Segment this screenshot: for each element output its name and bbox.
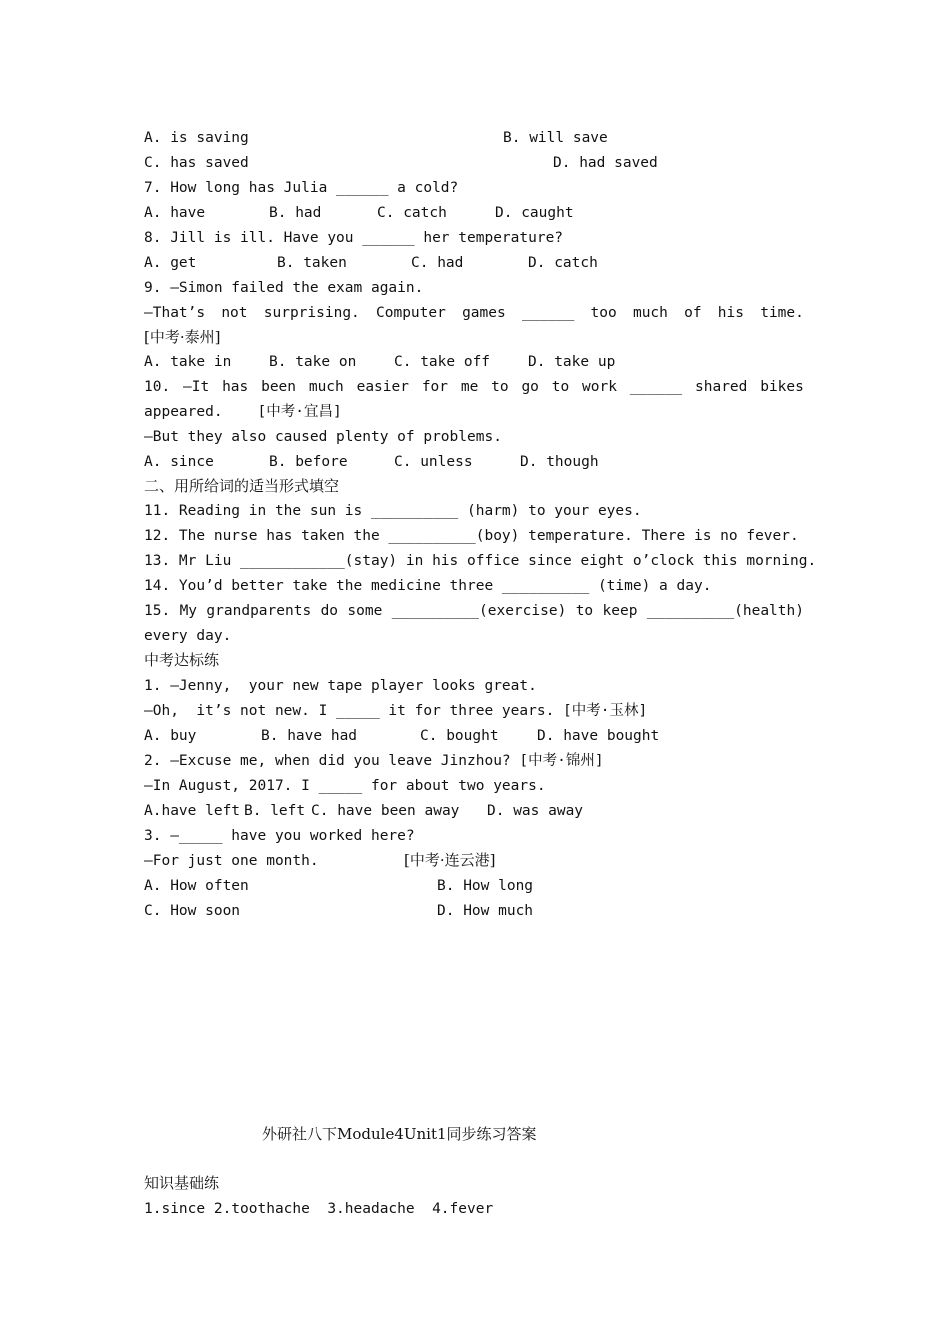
q9-source-tag: [中考·泰州]: [144, 328, 221, 346]
q9-option-d: D. take up: [528, 354, 616, 370]
word: some: [347, 603, 383, 619]
word: has: [222, 379, 249, 395]
answer-section-title: 知识基础练: [144, 1174, 220, 1192]
answer-key-title: 外研社八下Module4Unit1同步练习答案: [262, 1125, 537, 1143]
word: bikes: [760, 379, 804, 395]
q6-option-d: D. had saved: [553, 155, 658, 171]
word: surprising.: [263, 305, 360, 321]
word: much: [308, 379, 344, 395]
z1-option-b: B. have had: [261, 728, 358, 744]
exam-question-2-response: —In August, 2017. I _____ for about two years.: [144, 778, 546, 794]
word: Computer: [376, 305, 446, 321]
q7-option-c: C. catch: [377, 205, 447, 221]
section-2-title: 二、用所给词的适当形式填空: [144, 477, 340, 495]
exam-question-3-response: —For just one month.: [144, 853, 319, 869]
exam-question-3: 3. —_____ have you worked here?: [144, 828, 415, 844]
q9-option-a: A. take in: [144, 354, 232, 370]
question-11: 11. Reading in the sun is __________ (harm) to your eyes.: [144, 503, 642, 519]
word: me: [460, 379, 479, 395]
answer-line-1: 1.since 2.toothache 3.headache 4.fever: [144, 1201, 494, 1217]
question-15-cont: every day.: [144, 628, 232, 644]
answer-blank: __________(exercise): [391, 603, 567, 619]
z2-option-b: B. left: [244, 803, 306, 819]
word: grandparents: [206, 603, 312, 619]
q10-option-c: C. unless: [394, 454, 473, 470]
word: to: [551, 379, 570, 395]
answer-blank: ______: [629, 379, 683, 395]
q9-option-b: B. take on: [269, 354, 357, 370]
q8-option-b: B. taken: [277, 255, 347, 271]
exam-question-2: 2. —Excuse me, when did you leave Jinzhou? [中考·锦州]: [144, 753, 604, 769]
q7-option-b: B. had: [269, 205, 322, 221]
section-3-title: 中考达标练: [144, 651, 220, 669]
word: to: [575, 603, 594, 619]
word: —That’s: [144, 305, 206, 321]
word: —It: [183, 379, 210, 395]
q6-option-c: C. has saved: [144, 155, 249, 171]
answer-blank: __________(health): [646, 603, 804, 619]
q8-option-c: C. had: [411, 255, 464, 271]
exam-question-1: 1. —Jenny, your new tape player looks great.: [144, 678, 537, 694]
question-14: 14. You’d better take the medicine three __________ (time) a day.: [144, 578, 712, 594]
word: 10.: [144, 379, 171, 395]
q7-option-d: D. caught: [495, 205, 574, 221]
z3-option-d: D. How much: [437, 903, 534, 919]
z1-option-d: D. have bought: [537, 728, 660, 744]
word: time.: [760, 305, 804, 321]
word: his: [717, 305, 744, 321]
word: for: [421, 379, 449, 395]
question-13: 13. Mr Liu ____________(stay) in his office since eight o’clock this morning.: [144, 553, 817, 569]
word: keep: [602, 603, 638, 619]
q10-option-d: D. though: [520, 454, 599, 470]
question-9-response: [144, 303, 804, 323]
exam-question-1-response: —Oh, it’s not new. I _____ it for three years. [中考·玉林]: [144, 703, 648, 719]
question-15: [144, 601, 804, 621]
question-10: [144, 377, 804, 397]
word: of: [684, 305, 702, 321]
q7-option-a: A. have: [144, 205, 206, 221]
z1-option-c: C. bought: [420, 728, 499, 744]
q6-option-b: B. will save: [503, 130, 608, 146]
z2-option-a: A.have left: [144, 803, 241, 819]
q8-option-a: A. get: [144, 255, 197, 271]
word: not: [221, 305, 248, 321]
q10-option-a: A. since: [144, 454, 214, 470]
z3-source-tag: [中考·连云港]: [404, 851, 496, 869]
word: been: [261, 379, 297, 395]
z3-option-a: A. How often: [144, 878, 249, 894]
word: too: [590, 305, 617, 321]
q10-option-b: B. before: [269, 454, 348, 470]
word: shared: [695, 379, 748, 395]
word: much: [632, 305, 668, 321]
question-7: 7. How long has Julia ______ a cold?: [144, 180, 459, 196]
answer-blank: ______: [521, 305, 575, 321]
word: to: [491, 379, 509, 395]
word: do: [320, 603, 339, 619]
z1-option-a: A. buy: [144, 728, 197, 744]
word: My: [179, 603, 198, 619]
question-12: 12. The nurse has taken the __________(boy) temperature. There is no fever.: [144, 528, 799, 544]
word: 15.: [144, 603, 171, 619]
question-10-response: —But they also caused plenty of problems.: [144, 429, 502, 445]
z2-option-c: C. have been away: [311, 803, 460, 819]
question-8: 8. Jill is ill. Have you ______ her temperature?: [144, 230, 564, 246]
word: games: [462, 305, 506, 321]
word: work: [582, 379, 617, 395]
z2-option-d: D. was away: [487, 803, 584, 819]
question-10-cont: appeared. [中考·宜昌]: [144, 404, 342, 420]
z3-option-b: B. How long: [437, 878, 534, 894]
q6-option-a: A. is saving: [144, 130, 249, 146]
q9-option-c: C. take off: [394, 354, 491, 370]
q8-option-d: D. catch: [528, 255, 598, 271]
word: easier: [356, 379, 409, 395]
word: go: [521, 379, 539, 395]
question-9: 9. —Simon failed the exam again.: [144, 280, 424, 296]
z3-option-c: C. How soon: [144, 903, 241, 919]
